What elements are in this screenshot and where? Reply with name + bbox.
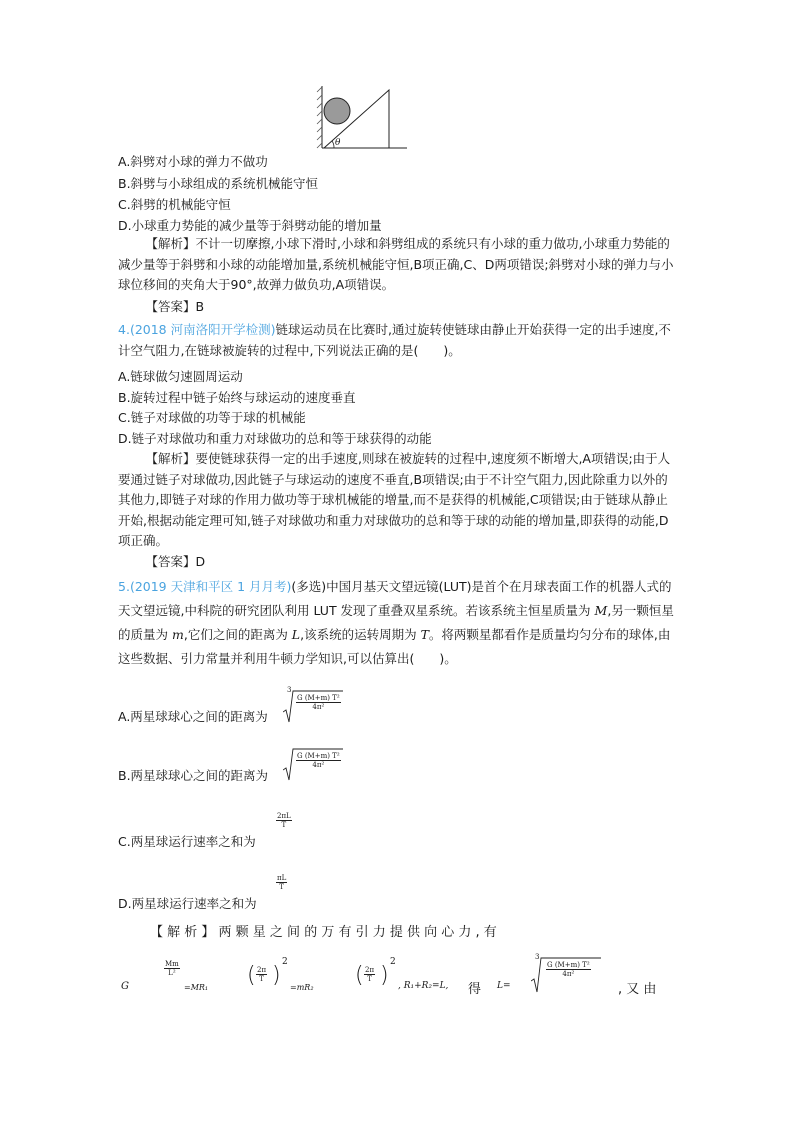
- formula-G: G: [121, 981, 129, 992]
- formula-L-fraction: [546, 961, 591, 978]
- q5-analysis-lead: 【 解 析 】 两 颗 星 之 间 的 万 有 引 力 提 供 向 心 力 , 有: [150, 925, 497, 940]
- angle-label: θ: [335, 138, 341, 148]
- q5-option-b: B.两星球球心之间的距离为: [118, 768, 269, 783]
- q5-option-c-fraction: [276, 812, 292, 829]
- fraction-numerator: 2π: [365, 966, 375, 974]
- fraction-denominator: T: [367, 975, 372, 983]
- paren-right: ): [272, 963, 281, 988]
- q3-option-c: C.斜劈的机械能守恒: [118, 197, 231, 212]
- fraction-numerator: G (M+m) T²: [547, 961, 590, 969]
- fraction-denominator: L²: [168, 969, 176, 977]
- formula-tail: , 又 由: [618, 982, 657, 997]
- q4-number: 4.: [118, 322, 130, 337]
- fraction-numerator: πL: [277, 874, 287, 882]
- fraction-numerator: 2πL: [277, 812, 291, 820]
- q5-option-c: C.两星球运行速率之和为: [118, 834, 256, 849]
- fraction-denominator: T: [259, 975, 264, 983]
- q4-stem: [118, 320, 678, 361]
- q5-stem: [118, 575, 678, 671]
- paren-left: (: [247, 963, 256, 988]
- q4-source: (2018 河南洛阳开学检测): [129, 322, 276, 337]
- q3-option-d: D.小球重力势能的减少量等于斜劈动能的增加量: [118, 218, 382, 233]
- q5-option-d: D.两星球运行速率之和为: [118, 896, 257, 911]
- q3-option-a: A.斜劈对小球的弹力不做功: [118, 154, 268, 169]
- var-m: m: [171, 627, 184, 642]
- formula-omega-fraction-2: [364, 966, 375, 983]
- fraction-denominator: T: [281, 821, 287, 829]
- var-T: T: [420, 627, 429, 642]
- q5-option-d-fraction: [276, 874, 287, 891]
- q4-option-c: C.链子对球做的功等于球的机械能: [118, 410, 306, 425]
- q4-stem-text: 链球运动员在比赛时,通过旋转使链球由静止开始获得一定的出手速度,不计空气阻力,在链球被旋转的过程中,下列说法正确的是( )。: [118, 322, 671, 358]
- q4-option-a: A.链球做匀速圆周运动: [118, 369, 243, 384]
- formula-gravity-fraction: [164, 960, 180, 977]
- q5-option-a: A.两星球球心之间的距离为: [118, 709, 268, 724]
- formula-sum: , R₁+R₂=L,: [398, 981, 449, 991]
- q3-option-b: B.斜劈与小球组成的系统机械能守恒: [118, 176, 319, 191]
- fraction-numerator: Mm: [165, 960, 179, 968]
- q5-stem-part: 。将两颗星都看作是质量均匀分布的球体,由这些数据、引力常量并利用牛顿力学知识,可以估算出( )。: [118, 627, 671, 666]
- fraction-numerator: 2π: [257, 966, 267, 974]
- formula-omega-fraction-1: [256, 966, 267, 983]
- square-exponent: 2: [282, 957, 288, 967]
- fraction-denominator: 4π²: [562, 970, 575, 978]
- q5-number: 5.: [118, 579, 130, 594]
- fraction-denominator: T: [279, 883, 284, 891]
- fraction-denominator: 4π²: [312, 761, 325, 769]
- q5-source: (2019 天津和平区 1 月月考): [129, 579, 292, 594]
- fraction-numerator: G (M+m) T²: [297, 694, 340, 702]
- formula-L: L=: [497, 981, 511, 991]
- fraction-denominator: 4π²: [312, 703, 325, 711]
- q5-option-b-fraction: [296, 752, 341, 769]
- incline-ball-figure: [315, 84, 415, 154]
- formula-eq2: =mR₂: [290, 983, 314, 992]
- q4-analysis: 【解析】要使链球获得一定的出手速度,则球在被旋转的过程中,速度须不断增大,A项错误;由于人要通过链子对球做功,因此链子与球运动的速度不垂直,B项错误;由于不计空气阻力,因此除重力以外的其他力,即链子对球的作用力做功等于球机械能的增量,而不是获得的机械能,C项错误;由于链球从静止开始,根据动能定理可知,链子对球做功和重力对球做功的总和等于球的动能的增加量,即获得的动能,D项正确。: [118, 451, 671, 548]
- var-L: L: [291, 627, 301, 642]
- fraction-numerator: G (M+m) T²: [297, 752, 340, 760]
- square-exponent: 2: [390, 957, 396, 967]
- q5-option-a-fraction: [296, 694, 341, 711]
- paren-right: ): [380, 963, 389, 988]
- formula-eq1: =MR₁: [184, 983, 209, 992]
- root-index: 3: [287, 686, 292, 694]
- q4-answer: 【答案】D: [145, 554, 206, 569]
- q3-answer: 【答案】B: [145, 299, 205, 314]
- q3-analysis: 【解析】不计一切摩擦,小球下滑时,小球和斜劈组成的系统只有小球的重力做功,小球重力势能的减少量等于斜劈和小球的动能增加量,系统机械能守恒,B项正确,C、D两项错误;斜劈对小球的弹力与小球位移间的夹角大于90°,故弹力做负功,A项错误。: [118, 236, 674, 292]
- q5-stem-part: ,另一颗恒星的质量为: [118, 603, 674, 642]
- q4-option-b: B.旋转过程中链子始终与球运动的速度垂直: [118, 390, 356, 405]
- root-index: 3: [535, 953, 540, 961]
- paren-left: (: [355, 963, 364, 988]
- q5-stem-part: ,该系统的运转周期为: [300, 627, 421, 642]
- q4-option-d: D.链子对球做功和重力对球做功的总和等于球获得的动能: [118, 431, 432, 446]
- q5-stem-part: (多选)中国月基天文望远镜(LUT)是首个在月球表面工作的机器人式的天文望远镜,中科院的研究团队利用 LUT 发现了重叠双星系统。若该系统主恒星质量为: [118, 579, 672, 618]
- var-M: M: [594, 603, 608, 618]
- q5-stem-part: ,它们之间的距离为: [183, 627, 292, 642]
- formula-de: 得: [468, 982, 482, 997]
